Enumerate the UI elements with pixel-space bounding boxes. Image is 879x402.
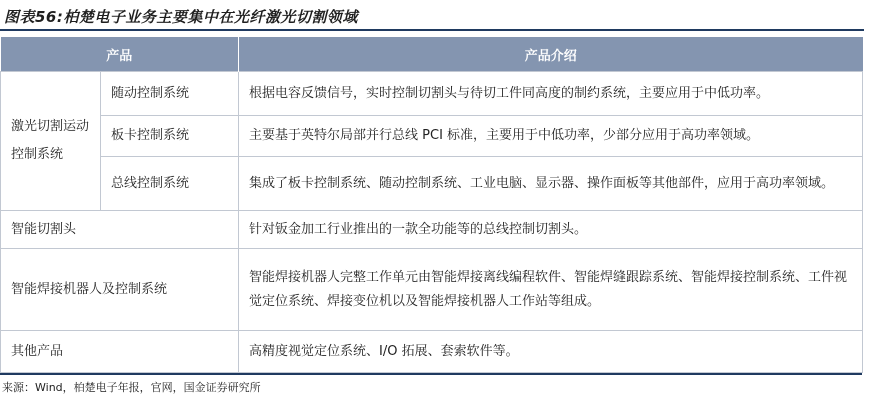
title-divider [0,29,864,31]
table-row [1,331,863,373]
table-row [1,211,863,249]
description-cell: 集成了板卡控制系统、随动控制系统、工业电脑、显示器、操作面板等其他部件，应用于高功率领域。 [239,157,863,211]
figure-title: 图表56:柏楚电子业务主要集中在光纤激光切割领域 [4,8,358,26]
description-cell: 高精度视觉定位系统、I/O 拓展、套索软件等。 [239,331,863,373]
table-header-row [1,37,863,72]
table-row [1,157,863,211]
description-cell: 根据电容反馈信号，实时控制切割头与待切工件同高度的制约系统，主要应用于中低功率。 [239,72,863,116]
header-description: 产品介绍 [239,37,863,72]
product-table [0,37,863,373]
bottom-divider [0,373,862,375]
product-cell: 智能焊接机器人及控制系统 [1,249,239,331]
sub-product-cell: 随动控制系统 [101,72,239,116]
table-row [1,116,863,157]
sub-product-cell: 板卡控制系统 [101,116,239,157]
description-cell: 智能焊接机器人完整工作单元由智能焊接离线编程软件、智能焊缝跟踪系统、智能焊接控制系统、工件视觉定位系统、焊接变位机以及智能焊接机器人工作站等组成。 [239,249,863,331]
source-note: 来源：Wind，柏楚电子年报，官网，国金证券研究所 [2,381,261,394]
sub-product-cell: 总线控制系统 [101,157,239,211]
description-cell: 主要基于英特尔局部并行总线 PCI 标准，主要用于中低功率，少部分应用于高功率领域。 [239,116,863,157]
table-row [1,72,863,116]
product-cell: 智能切割头 [1,211,239,249]
product-cell: 其他产品 [1,331,239,373]
description-cell: 针对钣金加工行业推出的一款全功能等的总线控制切割头。 [239,211,863,249]
header-product: 产品 [1,37,239,72]
table-row [1,249,863,331]
group-cell: 激光切割运动控制系统 [1,72,101,211]
